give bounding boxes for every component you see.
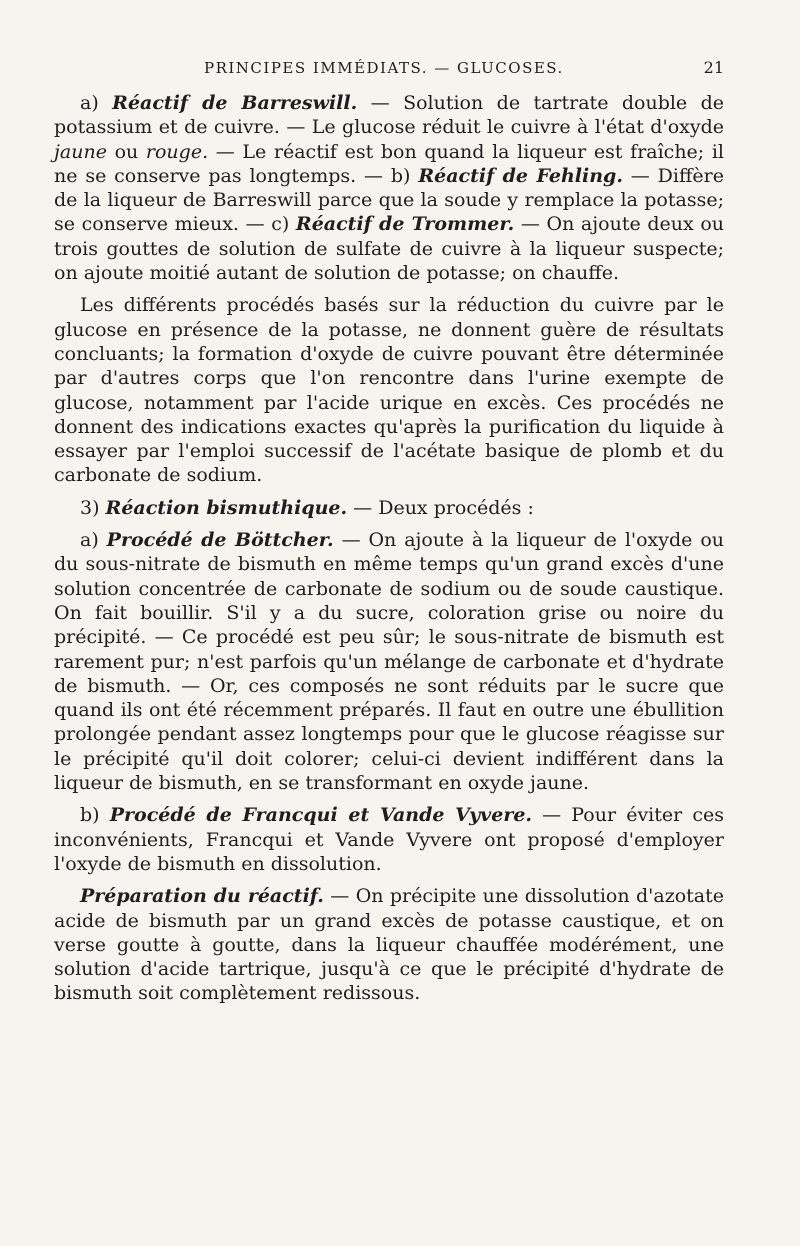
paragraph-bottcher [54,528,724,795]
page-number: 21 [703,58,724,77]
title-preparation: Préparation du réactif. [80,885,324,908]
label-b: b) [390,164,419,187]
paragraph-francqui [54,803,724,876]
paragraph-reactifs [54,91,724,285]
label-a: a) [80,92,113,114]
text-bismuthique: — Deux procédés : [347,496,534,519]
text-fehling: — Diffère de la liqueur de Barreswill parce que la soude y remplace la potasse; se conserve mieux. — [54,164,725,236]
title-bismuthique: Réaction bismuthique. [105,496,348,519]
running-head-title: PRINCIPES IMMÉDIATS. — GLUCOSES. [204,59,564,77]
paragraph-procedes-cuivre: Les différents procédés basés sur la réduction du cuivre par le glucose en présence de la potasse, ne donnent guère de résultats concluants; la formation d'oxyde de cuivre pouvant être déterminée par d'autres corps que l'on rencontre dans l'urine exempte de glucose, notamment par l'acide urique en excès. Ces procédés ne donnent des indications exactes qu'après la purification du liquide à essayer par l'emploi successif de l'acétate basique de plomb et du carbonate de sodium. [54,294,724,487]
word-ou: ou [106,140,146,163]
text-barreswill-1: — Solution de tartrate double de potassium et de cuivre. — Le glucose réduit le cuivre à l'état d'oxyde [54,92,724,139]
word-rouge: rouge. [145,140,209,163]
text-barreswill-2: — Le réactif est bon quand la liqueur est fraîche; il ne se conserve pas longtemps. — [54,140,724,187]
text-preparation: — On précipite une dissolution d'azotate acide de bismuth par un grand excès de potasse caustique, et on verse goutte à goutte, dans la liqueur chauffée modérément, une solution d'acide tartrique, jusqu'à ce que le précipité d'hydrate de bismuth soit complètement redissous. [54,885,724,1005]
paragraph-reaction-bismuthique [54,496,724,520]
body-text [54,91,724,1006]
text-francqui: — Pour éviter ces inconvénients, Francqui et Vande Vyvere ont proposé d'employer l'oxyde de bismuth en dissolution. [54,804,724,875]
title-fehling: Réactif de Fehling. [418,164,623,187]
title-francqui: Procédé de Francqui et Vande Vyvere. [109,804,533,827]
title-barreswill: Réactif de Barreswill. [112,92,358,114]
title-trommer: Réactif de Trommer. [295,213,515,236]
label-c: c) [271,213,296,236]
paragraph-preparation [54,884,724,1005]
label-francqui: b) [80,804,110,827]
running-head [54,58,724,77]
text-bottcher: — On ajoute à la liqueur de l'oxyde ou du sous-nitrate de bismuth en même temps qu'un grand excès d'une solution concentrée de carbonate de sodium ou de soude caustique. On fait bouillir. S'il y a du sucre, coloration grise ou noire du précipité. — Ce procédé est peu sûr; le sous-nitrate de bismuth est rarement pur; n'est parfois qu'un mélange de carbonate et d'hydrate de bismuth. — Or, ces composés ne sont réduits par le sucre que quand ils ont été récemment préparés. Il faut en outre une ébullition prolongée pendant assez longtemps pour que le glucose réagisse sur le précipité qu'il doit colorer; celui-ci devient indifférent dans la liqueur de bismuth, en se transformant en oxyde jaune. [54,529,724,795]
text-trommer: — On ajoute deux ou trois gouttes de solution de sulfate de cuivre à la liqueur suspecte; on ajoute moitié autant de solution de potasse; on chauffe. [54,213,724,285]
label-bottcher: a) [80,529,107,552]
label-3: 3) [80,496,106,519]
word-jaune: jaune [54,140,107,163]
title-bottcher: Procédé de Böttcher. [106,529,334,552]
